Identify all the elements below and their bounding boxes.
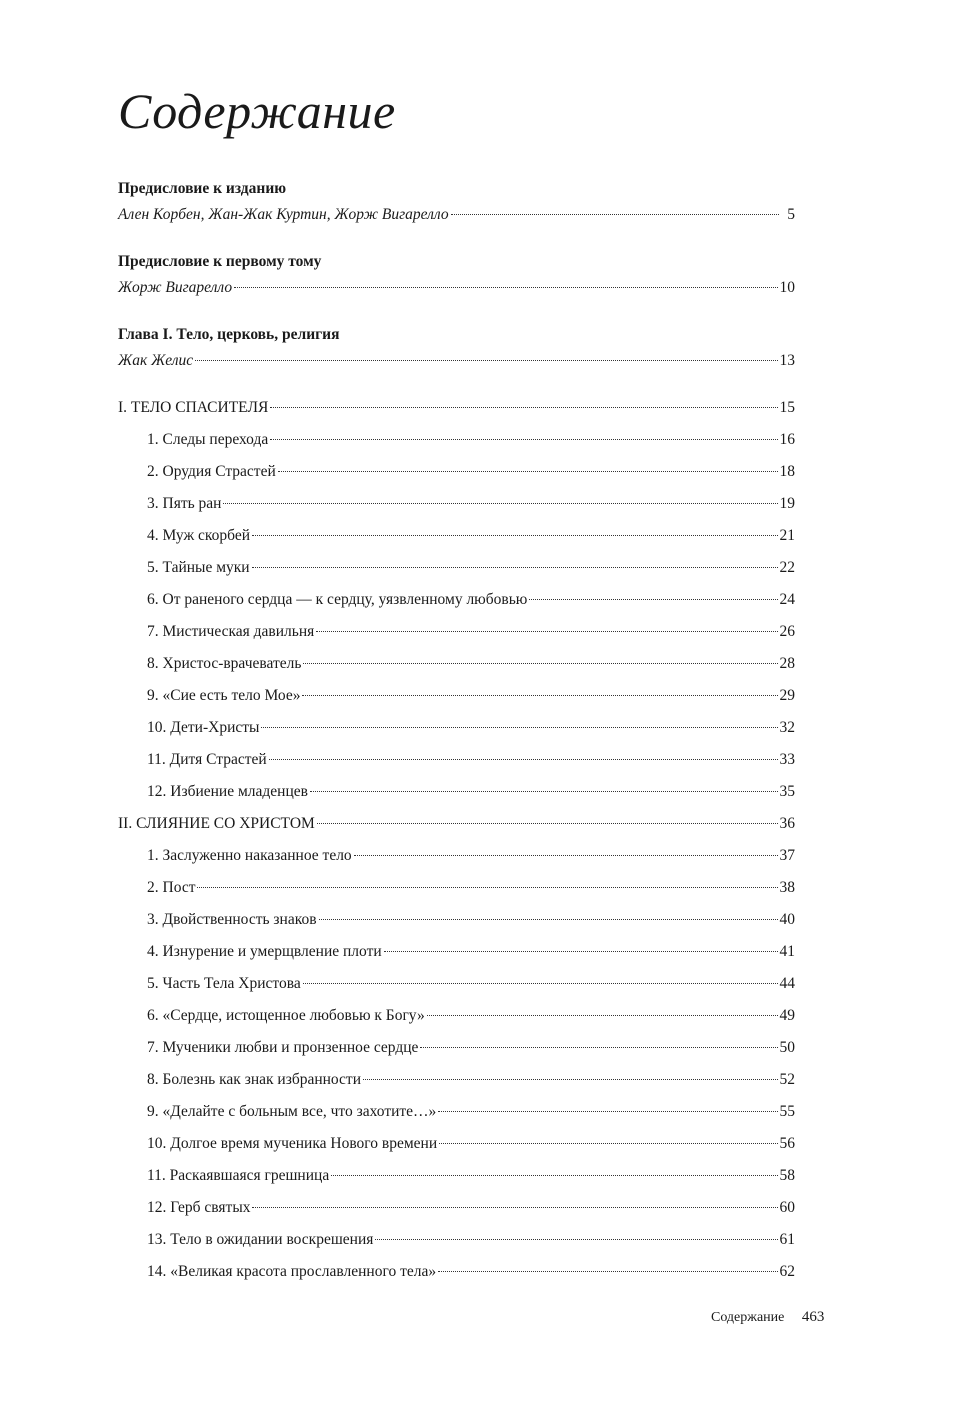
toc-entry-label: 4. Муж скорбей <box>147 527 251 544</box>
toc-entry-page: 50 <box>779 1039 795 1056</box>
toc-entry-label: 9. «Сие есть тело Мое» <box>147 687 301 704</box>
toc-entry-page: 61 <box>779 1231 795 1248</box>
toc-subsection-entry[interactable] <box>118 717 795 749</box>
toc-entry-label: 3. Двойственность знаков <box>147 911 317 928</box>
toc-entry-label: 8. Болезнь как знак избранности <box>147 1071 362 1088</box>
toc-entry-page: 62 <box>779 1263 795 1280</box>
dot-leader <box>195 360 777 361</box>
dot-leader <box>252 1207 777 1208</box>
toc-entry-page: 32 <box>779 719 795 736</box>
page-number: 463 <box>801 1309 825 1325</box>
toc-subsection-entry[interactable] <box>118 749 795 781</box>
toc-heading: Предисловие к первому тому <box>118 253 322 270</box>
toc-entry-page: 49 <box>779 1007 795 1024</box>
dot-leader <box>319 919 778 920</box>
toc-entry-label: 10. Долгое время мученика Нового времени <box>147 1135 438 1152</box>
toc-entry-page: 19 <box>779 495 795 512</box>
toc-block <box>118 324 795 377</box>
toc-subsection-entry[interactable] <box>118 1069 795 1101</box>
toc-block <box>118 251 795 304</box>
toc-entry-page: 21 <box>779 527 795 544</box>
toc-entry-label: Жак Желис <box>118 352 194 369</box>
toc-subsection-entry[interactable] <box>118 1229 795 1261</box>
dot-leader <box>269 759 778 760</box>
toc-entry-page: 37 <box>779 847 795 864</box>
toc-entry-label: 11. Дитя Страстей <box>147 751 267 768</box>
toc-entry-label: 6. От раненого сердца — к сердцу, уязвленному любовью <box>147 591 528 608</box>
toc-entry-page: 15 <box>779 399 795 416</box>
toc-entry-page: 36 <box>779 815 795 832</box>
dot-leader <box>363 1079 777 1080</box>
toc-entry-page: 38 <box>779 879 795 896</box>
dot-leader <box>384 951 778 952</box>
toc-subsection-entry[interactable] <box>118 909 795 941</box>
toc-entry-label: Жорж Вигарелло <box>118 279 233 296</box>
toc-subsection-entry[interactable] <box>118 1037 795 1069</box>
toc-subsection-entry[interactable] <box>118 1133 795 1165</box>
toc-subsection-entry[interactable] <box>118 589 795 621</box>
toc-subsection-entry[interactable] <box>118 1197 795 1229</box>
dot-leader <box>451 214 779 215</box>
toc-entry-label: 2. Пост <box>147 879 196 896</box>
dot-leader <box>303 663 777 664</box>
toc-subsection-entry[interactable] <box>118 1005 795 1037</box>
toc-author-entry[interactable] <box>118 350 795 377</box>
dot-leader <box>270 407 777 408</box>
toc-subsection-entry[interactable] <box>118 621 795 653</box>
toc-entry-label: 1. Заслуженно наказанное тело <box>147 847 352 864</box>
dot-leader <box>316 631 777 632</box>
toc-entry-label: 2. Орудия Страстей <box>147 463 276 480</box>
toc-entry-label: Ален Корбен, Жан-Жак Куртин, Жорж Вигарелло <box>118 206 449 223</box>
toc-subsection-entry[interactable] <box>118 461 795 493</box>
dot-leader <box>317 823 778 824</box>
toc-heading: Предисловие к изданию <box>118 180 287 197</box>
toc-entry-label: 12. Герб святых <box>147 1199 251 1216</box>
toc-section-entry[interactable] <box>118 813 795 845</box>
toc-subsection-entry[interactable] <box>118 557 795 589</box>
dot-leader <box>331 1175 777 1176</box>
toc-entry-label: 5. Часть Тела Христова <box>147 975 301 992</box>
dot-leader <box>438 1111 777 1112</box>
toc-entry-page: 26 <box>779 623 795 640</box>
dot-leader <box>529 599 777 600</box>
toc-entry-label: 11. Раскаявшаяся грешница <box>147 1167 330 1184</box>
table-of-contents <box>118 178 795 1293</box>
dot-leader <box>438 1271 777 1272</box>
dot-leader <box>354 855 778 856</box>
toc-entry-label: II. СЛИЯНИЕ СО ХРИСТОМ <box>118 815 315 832</box>
toc-subsection-entry[interactable] <box>118 429 795 461</box>
toc-entry-label: 6. «Сердце, истощенное любовью к Богу» <box>147 1007 425 1024</box>
toc-subsection-entry[interactable] <box>118 941 795 973</box>
toc-entry-label: 9. «Делайте с больным все, что захотите…» <box>147 1103 437 1120</box>
dot-leader <box>270 439 777 440</box>
dot-leader <box>375 1239 777 1240</box>
toc-entry-label: 4. Изнурение и умерщвление плоти <box>147 943 382 960</box>
toc-entry-label: 12. Избиение младенцев <box>147 783 308 800</box>
running-title: Содержание <box>711 1310 785 1325</box>
toc-entry-page: 16 <box>779 431 795 448</box>
dot-leader <box>223 503 777 504</box>
toc-subsection-entry[interactable] <box>118 1165 795 1197</box>
toc-section-entry[interactable] <box>118 397 795 429</box>
toc-block <box>118 178 795 231</box>
toc-subsection-entry[interactable] <box>118 653 795 685</box>
page-title: Содержание <box>118 83 396 139</box>
dot-leader <box>234 287 777 288</box>
toc-entry-page: 55 <box>779 1103 795 1120</box>
toc-entry-page: 5 <box>787 206 795 223</box>
toc-entry-label: 8. Христос-врачеватель <box>147 655 302 672</box>
toc-subsection-entry[interactable] <box>118 493 795 525</box>
toc-subsection-entry[interactable] <box>118 973 795 1005</box>
dot-leader <box>197 887 777 888</box>
toc-entry-page: 33 <box>779 751 795 768</box>
toc-entry-page: 60 <box>779 1199 795 1216</box>
toc-entry-page: 13 <box>779 352 795 369</box>
toc-entry-label: 7. Мученики любви и пронзенное сердце <box>147 1039 419 1056</box>
toc-entry-label: 13. Тело в ожидании воскрешения <box>147 1231 374 1248</box>
toc-entry-page: 40 <box>779 911 795 928</box>
toc-entry-page: 24 <box>779 591 795 608</box>
dot-leader <box>278 471 778 472</box>
toc-entry-page: 52 <box>779 1071 795 1088</box>
toc-entry-page: 44 <box>779 975 795 992</box>
toc-entry-label: 10. Дети-Христы <box>147 719 260 736</box>
dot-leader <box>261 727 777 728</box>
toc-entry-page: 10 <box>779 279 795 296</box>
toc-author-entry[interactable] <box>118 277 795 304</box>
toc-subsection-entry[interactable] <box>118 845 795 877</box>
toc-entry-page: 41 <box>779 943 795 960</box>
toc-author-entry[interactable] <box>118 204 795 231</box>
dot-leader <box>303 983 778 984</box>
toc-entry-label: I. ТЕЛО СПАСИТЕЛЯ <box>118 399 269 416</box>
dot-leader <box>252 535 777 536</box>
dot-leader <box>310 791 778 792</box>
dot-leader <box>420 1047 777 1048</box>
toc-entry-page: 58 <box>779 1167 795 1184</box>
dot-leader <box>302 695 777 696</box>
toc-subsection-entry[interactable] <box>118 877 795 909</box>
page-footer <box>711 1309 824 1326</box>
dot-leader <box>427 1015 778 1016</box>
toc-entry-label: 7. Мистическая давильня <box>147 623 315 640</box>
toc-entry-page: 56 <box>779 1135 795 1152</box>
toc-entry-page: 35 <box>779 783 795 800</box>
toc-entry-label: 1. Следы перехода <box>147 431 269 448</box>
toc-subsection-entry[interactable] <box>118 1101 795 1133</box>
toc-subsection-entry[interactable] <box>118 525 795 557</box>
toc-entry-label: 14. «Великая красота прославленного тела» <box>147 1263 437 1280</box>
toc-heading: Глава I. Тело, церковь, религия <box>118 326 340 343</box>
toc-entry-label: 5. Тайные муки <box>147 559 250 576</box>
toc-entry-label: 3. Пять ран <box>147 495 222 512</box>
toc-subsection-entry[interactable] <box>118 685 795 717</box>
toc-subsection-entry[interactable] <box>118 1261 795 1293</box>
toc-entry-page: 28 <box>779 655 795 672</box>
dot-leader <box>252 567 778 568</box>
toc-entry-page: 22 <box>779 559 795 576</box>
toc-subsection-entry[interactable] <box>118 781 795 813</box>
toc-entry-page: 29 <box>779 687 795 704</box>
toc-entry-page: 18 <box>779 463 795 480</box>
dot-leader <box>439 1143 777 1144</box>
